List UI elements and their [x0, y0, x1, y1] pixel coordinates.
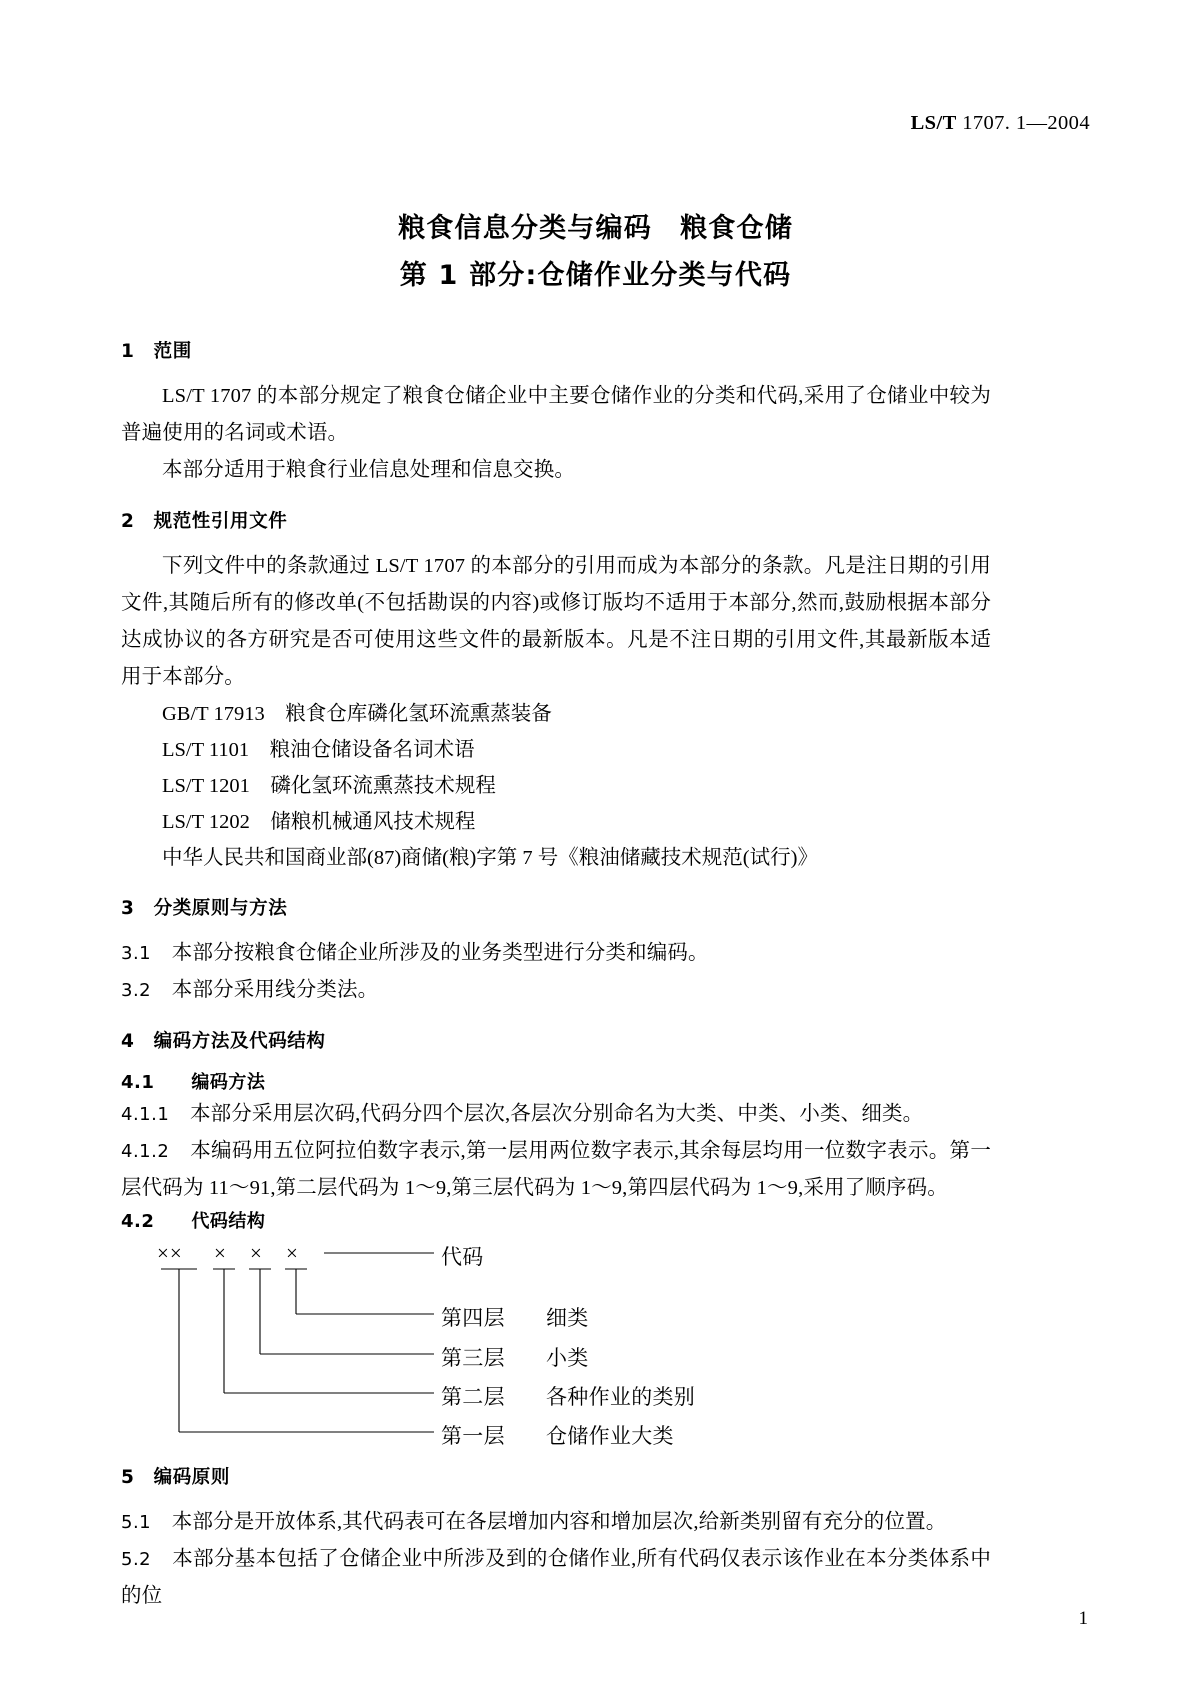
standard-number: 1707. 1—2004 — [962, 112, 1090, 134]
diagram-row-desc: 各种作业的类别 — [546, 1385, 696, 1409]
page-number: 1 — [1078, 1608, 1088, 1629]
diagram-row-label: 代码 — [441, 1245, 484, 1269]
clause-2-title: 规范性引用文件 — [153, 511, 288, 532]
item-text: 本部分采用层次码,代码分四个层次,各层次分别命名为大类、中类、小类、细类。 — [189, 1103, 924, 1125]
item-number: 5.1 — [121, 1512, 152, 1533]
digit-group-1: ×× — [157, 1241, 183, 1265]
document-title — [0, 205, 1191, 299]
document-body — [121, 337, 991, 1615]
clause-1-paragraph-1: LS/T 1707 的本部分规定了粮食仓储企业中主要仓储作业的分类和代码,采用了仓储业中较为普遍使用的名词或术语。 — [121, 385, 991, 444]
clause-5-number: 5 — [121, 1467, 135, 1488]
reference-item: LS/T 1202 储粮机械通风技术规程 — [162, 811, 476, 833]
item-text: 本部分是开放体系,其代码表可在各层增加内容和增加层次,给新类别留有充分的位置。 — [171, 1511, 947, 1533]
clause-1-paragraph-2: 本部分适用于粮食行业信息处理和信息交换。 — [162, 459, 575, 481]
digit-group-3: × — [250, 1241, 263, 1265]
clause-4-1-title: 编码方法 — [191, 1072, 266, 1093]
diagram-row-desc: 小类 — [546, 1346, 589, 1370]
clause-2-heading — [121, 507, 991, 533]
clause-3-item — [121, 972, 991, 1009]
clause-4-2-heading — [121, 1207, 991, 1233]
title-line-1: 粮食信息分类与编码 粮食仓储 — [398, 213, 793, 244]
item-text: 本部分基本包括了仓储企业中所涉及到的仓储作业,所有代码仅表示该作业在本分类体系中的位 — [121, 1548, 992, 1607]
clause-5-item — [121, 1541, 991, 1615]
standard-prefix: LS/T — [910, 112, 957, 134]
clause-5-item — [121, 1504, 991, 1541]
reference-item: LS/T 1101 粮油仓储设备名词术语 — [162, 739, 475, 761]
item-text: 本编码用五位阿拉伯数字表示,第一层用两位数字表示,其余每层均用一位数字表示。第一层代码为 11～91,第二层代码为 1～9,第三层代码为 1～9,第四层代码为 1～9,采用了顺序码。 — [121, 1140, 991, 1199]
diagram-row-label: 第三层 — [441, 1346, 505, 1370]
clause-3-title: 分类原则与方法 — [153, 898, 288, 919]
clause-4-1-number: 4.1 — [121, 1072, 155, 1093]
digit-group-2: × — [214, 1241, 227, 1265]
clause-1-number: 1 — [121, 341, 135, 362]
clause-1-heading — [121, 337, 991, 363]
reference-item: GB/T 17913 粮食仓库磷化氢环流熏蒸装备 — [162, 703, 552, 725]
clause-2-number: 2 — [121, 511, 135, 532]
clause-4-title: 编码方法及代码结构 — [153, 1031, 326, 1052]
item-number: 3.1 — [121, 943, 152, 964]
code-structure-diagram — [121, 1241, 881, 1448]
clause-5-heading — [121, 1463, 991, 1489]
clause-4-2-title: 代码结构 — [191, 1211, 266, 1232]
clause-4-1-2-item — [121, 1133, 991, 1207]
clause-5-title: 编码原则 — [153, 1467, 230, 1488]
title-line-2: 第 1 部分:仓储作业分类与代码 — [399, 260, 792, 291]
clause-1-title: 范围 — [153, 341, 192, 362]
clause-3-heading — [121, 894, 991, 920]
clause-4-1-heading — [121, 1068, 991, 1094]
diagram-row-label: 第一层 — [441, 1424, 505, 1448]
item-number: 5.2 — [121, 1549, 152, 1570]
item-number: 3.2 — [121, 980, 152, 1001]
clause-3-number: 3 — [121, 898, 135, 919]
digit-group-4: × — [286, 1241, 299, 1265]
reference-item: LS/T 1201 磷化氢环流熏蒸技术规程 — [162, 775, 496, 797]
clause-3-item — [121, 935, 991, 972]
clause-4-1-1-item — [121, 1096, 991, 1133]
item-text: 本部分采用线分类法。 — [171, 979, 379, 1001]
item-text: 本部分按粮食仓储企业所涉及的业务类型进行分类和编码。 — [171, 942, 709, 964]
item-number: 4.1.2 — [121, 1141, 170, 1162]
diagram-row-desc: 细类 — [546, 1306, 589, 1330]
clause-2-paragraph-1: 下列文件中的条款通过 LS/T 1707 的本部分的引用而成为本部分的条款。凡是注日期的引用文件,其随后所有的修改单(不包括勘误的内容)或修订版均不适用于本部分,然而,鼓励根据本部分达成协议的各方研究是否可使用这些文件的最新版本。凡是不注日期的引用文件,其最新版本适用于本部分。 — [121, 555, 991, 688]
diagram-row-label: 第四层 — [441, 1306, 505, 1330]
running-header — [911, 112, 1090, 135]
item-number: 4.1.1 — [121, 1104, 170, 1125]
clause-4-number: 4 — [121, 1031, 135, 1052]
diagram-row-desc: 仓储作业大类 — [546, 1424, 674, 1448]
diagram-row-label: 第二层 — [441, 1385, 505, 1409]
clause-4-heading — [121, 1027, 991, 1053]
clause-4-2-number: 4.2 — [121, 1211, 155, 1232]
reference-item: 中华人民共和国商业部(87)商储(粮)字第 7 号《粮油储藏技术规范(试行)》 — [162, 847, 818, 869]
